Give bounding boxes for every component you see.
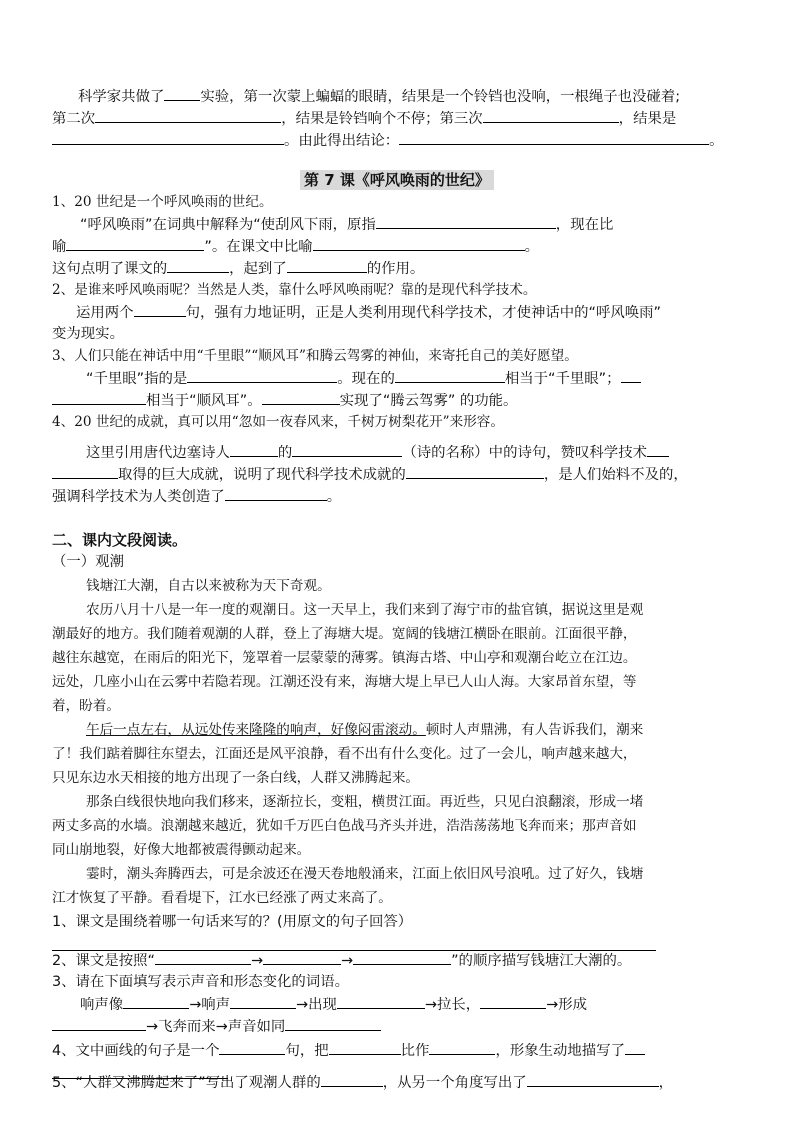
lesson-q4: 4、20 世纪的成就，真可以用“忽如一夜春风来，千树万树梨花开”来形容。 xyxy=(52,414,504,430)
q-text: 声音如同 xyxy=(227,1019,286,1035)
q-text: 运用两个 xyxy=(76,305,134,321)
answer-blank[interactable] xyxy=(52,390,146,405)
answer-blank[interactable] xyxy=(625,1040,645,1055)
answer-blank[interactable] xyxy=(52,1016,146,1031)
q-text: ，从另一个角度写出了 xyxy=(382,1075,527,1091)
passage-title: （一）观潮 xyxy=(52,554,124,570)
lesson-q2-line-1 xyxy=(76,302,661,323)
intro-text: ，结果是铃铛响个不停；第三次 xyxy=(281,111,483,127)
q-text: 比作 xyxy=(400,1043,430,1059)
intro-text: ，结果是 xyxy=(618,111,677,127)
answer-blank[interactable] xyxy=(621,368,641,383)
answer-blank[interactable] xyxy=(313,236,525,251)
q-text: 出现 xyxy=(308,997,337,1013)
answer-blank[interactable] xyxy=(353,950,451,965)
lesson-q4-line-1 xyxy=(86,442,669,463)
q-text: “千里眼”指的是 xyxy=(86,371,188,387)
answer-blank[interactable] xyxy=(292,442,402,457)
answer-blank[interactable] xyxy=(164,86,200,101)
answer-blank[interactable] xyxy=(66,236,204,251)
lesson-q1-line-3 xyxy=(52,258,424,279)
lesson-q3-line-2 xyxy=(52,390,517,411)
passage-line: 江才恢复了平静。看看堤下，江水已经涨了两丈来高了。 xyxy=(52,890,392,906)
answer-blank[interactable] xyxy=(167,258,229,273)
answer-blank[interactable] xyxy=(134,302,186,317)
q-text: 喻 xyxy=(52,239,67,255)
answer-blank[interactable] xyxy=(285,1016,381,1031)
lesson-q2-line-2: 变为现实。 xyxy=(52,326,124,342)
q-text: 强调科学技术为人类创造了 xyxy=(52,489,225,505)
passage-line: 两丈多高的水墙。浪潮越来越近，犹如千万匹白色战马齐头并进，浩浩荡荡地飞奔而来；那声音如 xyxy=(52,818,637,834)
intro-line-1 xyxy=(78,86,680,107)
q-text: ， xyxy=(658,1075,674,1091)
q-text: 这里引用唐代边塞诗人 xyxy=(86,445,230,461)
q-text: ”。在课文中比喻 xyxy=(204,239,313,255)
q-text: 相当于“顺风耳”。 xyxy=(146,393,262,409)
section-title: 二、课内文段阅读。 xyxy=(52,531,188,549)
passage-line: 了！我们踮着脚往东望去，江面还是风平浪静，看不出有什么变化。过了一会儿，响声越来越大， xyxy=(52,746,637,762)
q-text: “呼风唤雨”在词典中解释为“使刮风下雨，原指 xyxy=(80,217,376,233)
answer-blank[interactable] xyxy=(52,130,284,145)
intro-text: 实验，第一次蒙上蝙蝠的眼睛，结果是一个铃铛也没响，一根绳子也没碰着; xyxy=(200,89,681,105)
passage-line: 越往东越宽，在雨后的阳光下，笼罩着一层蒙蒙的薄雾。镇海古塔、中山亭和观潮台屹立在江边。 xyxy=(52,650,637,666)
q-text: ，现在比 xyxy=(555,217,614,233)
passage-line xyxy=(86,720,643,740)
answer-blank[interactable] xyxy=(230,442,278,457)
q-text: 句，强有力地证明，正是人类利用现代科学技术，才使神话中的“呼风唤雨” xyxy=(185,305,661,321)
reading-q4 xyxy=(52,1040,645,1061)
passage-line: 着，盼着。 xyxy=(52,698,120,714)
passage-line: 钱塘江大潮，自古以来被称为天下奇观。 xyxy=(86,578,331,594)
passage-line: 只见东边水天相接的地方出现了一条白线，人群又沸腾起来。 xyxy=(52,770,420,786)
intro-text: 。由此得出结论： xyxy=(284,133,400,149)
answer-blank[interactable] xyxy=(329,1040,401,1055)
answer-blank[interactable] xyxy=(429,1040,495,1055)
underlined-sentence: 午后一点左右，从远处传来隆隆的响声，好像闷雷滚动。 xyxy=(86,722,426,738)
lesson-q4-line-2 xyxy=(52,464,688,485)
reading-q3-line-2 xyxy=(52,1016,381,1037)
q-text: 2、课文是按照“ xyxy=(52,953,155,969)
arrow-icon: → xyxy=(146,1019,159,1035)
answer-blank[interactable] xyxy=(287,258,367,273)
arrow-icon: → xyxy=(546,997,559,1013)
passage-line: 远处，几座小山在云雾中若隐若现。江潮还没有来，海塘大堤上早已人山人海。大家昂首东望，等 xyxy=(52,674,637,690)
reading-q2 xyxy=(52,950,631,971)
answer-blank[interactable] xyxy=(155,950,251,965)
q-text: 响声像 xyxy=(80,997,124,1013)
answer-blank[interactable] xyxy=(219,1040,285,1055)
answer-blank[interactable] xyxy=(376,214,556,229)
intro-line-3 xyxy=(52,130,724,151)
lesson-q3-line-1 xyxy=(86,368,641,389)
answer-blank[interactable] xyxy=(647,442,669,457)
intro-text: 第二次 xyxy=(52,111,96,127)
arrow-icon: → xyxy=(296,997,309,1013)
reading-q3: 3、请在下面填写表示声音和形态变化的词语。 xyxy=(52,974,349,990)
lesson-q1: 1、20 世纪是一个呼风唤雨的世纪。 xyxy=(52,194,273,210)
answer-blank[interactable] xyxy=(95,108,281,123)
arrow-icon: → xyxy=(424,997,437,1013)
answer-blank[interactable] xyxy=(480,994,546,1009)
intro-text: 科学家共做了 xyxy=(78,89,165,105)
q-text: 4、文中画线的句子是一个 xyxy=(52,1043,220,1059)
answer-blank[interactable] xyxy=(399,130,709,145)
q-text: ，形象生动地描写了 xyxy=(495,1043,625,1059)
q-text: 实现了“腾云驾雾” 的功能。 xyxy=(339,393,518,409)
lesson-q3: 3、人们只能在神话中用“千里眼”“顺风耳”和腾云驾雾的神仙，来寄托自己的美好愿望。 xyxy=(52,348,578,364)
lesson-title xyxy=(300,170,494,190)
passage-line: 潮最好的地方。我们随着观潮的人群，登上了海塘大堤。宽阔的钱塘江横卧在眼前。江面很平静， xyxy=(52,626,637,642)
answer-blank[interactable] xyxy=(527,1072,659,1087)
arrow-icon: → xyxy=(250,953,264,969)
lesson-q4-line-3 xyxy=(52,486,341,507)
lesson-title-text: 第 7 课《呼风唤雨的世纪》 xyxy=(300,170,494,190)
answer-blank[interactable] xyxy=(337,994,425,1009)
answer-blank[interactable] xyxy=(321,1072,383,1087)
answer-blank[interactable] xyxy=(406,464,544,479)
reading-q1: 1、课文是围绕着哪一句话来写的？(用原文的句子回答） xyxy=(52,914,413,930)
answer-blank[interactable] xyxy=(262,390,340,405)
answer-blank[interactable] xyxy=(52,464,118,479)
lesson-q2: 2、是谁来呼风唤雨呢？当然是人类，靠什么呼风唤雨呢？靠的是现代科学技术。 xyxy=(52,282,537,298)
q-text: 相当于“千里眼”； xyxy=(504,371,621,387)
passage-line: 农历八月十八是一年一度的观潮日。这一天早上，我们来到了海宁市的盐官镇，据说这里是观 xyxy=(86,602,644,618)
q-text: 形成 xyxy=(558,997,588,1013)
q-text: ，是人们始料不及的， xyxy=(543,467,688,483)
reading-q3-line-1 xyxy=(80,994,587,1015)
q-text: ，起到了 xyxy=(229,261,287,277)
answer-blank[interactable] xyxy=(123,994,189,1009)
reading-q5 xyxy=(52,1072,673,1093)
passage-text: 顿时人声鼎沸，有人告诉我们，潮来 xyxy=(425,722,644,738)
q-text: 。现在的 xyxy=(337,371,395,387)
passage-line: 霎时，潮头奔腾西去，可是余波还在漫天卷地般涌来，江面上依旧风号浪吼。过了好久，钱塘 xyxy=(86,866,644,882)
q-text: 拉长， xyxy=(436,997,481,1013)
q-text: 5、“人群又沸腾起来了”写出了观潮人群的 xyxy=(52,1075,321,1091)
q-text: 的作用。 xyxy=(366,261,425,277)
answer-blank[interactable] xyxy=(263,950,341,965)
answer-blank[interactable] xyxy=(395,368,505,383)
q-text: 的 xyxy=(277,445,293,461)
q-text: ”的顺序描写钱塘江大潮的。 xyxy=(451,953,632,969)
passage-line: 那条白线很快地向我们移来，逐渐拉长，变粗，横贯江面。再近些，只见白浪翻滚，形成一堵 xyxy=(86,794,644,810)
lesson-q1-line-1 xyxy=(80,214,613,235)
q-text: 。 xyxy=(326,489,342,505)
q-text: 响声 xyxy=(201,997,231,1013)
q-text: 句，把 xyxy=(285,1043,329,1059)
q-text: 取得的巨大成就，说明了现代科学技术成就的 xyxy=(118,467,406,483)
arrow-icon: → xyxy=(189,997,202,1013)
q-text: 。 xyxy=(524,239,540,255)
q-text: 飞奔而来 xyxy=(158,1019,216,1035)
answer-blank[interactable] xyxy=(230,994,296,1009)
answer-blank[interactable] xyxy=(187,368,337,383)
answer-blank[interactable] xyxy=(483,108,619,123)
intro-line-2 xyxy=(52,108,676,129)
q-text: 这句点明了课文的 xyxy=(52,261,168,277)
arrow-icon: → xyxy=(341,953,354,969)
intro-text: 。 xyxy=(709,133,724,149)
q-text: （诗的名称）中的诗句，赞叹科学技术 xyxy=(402,445,647,461)
answer-blank[interactable] xyxy=(225,486,327,501)
arrow-icon: → xyxy=(215,1019,228,1035)
lesson-q1-line-2 xyxy=(52,236,539,257)
passage-line: 同山崩地裂，好像大地都被震得颤动起来。 xyxy=(52,842,311,858)
